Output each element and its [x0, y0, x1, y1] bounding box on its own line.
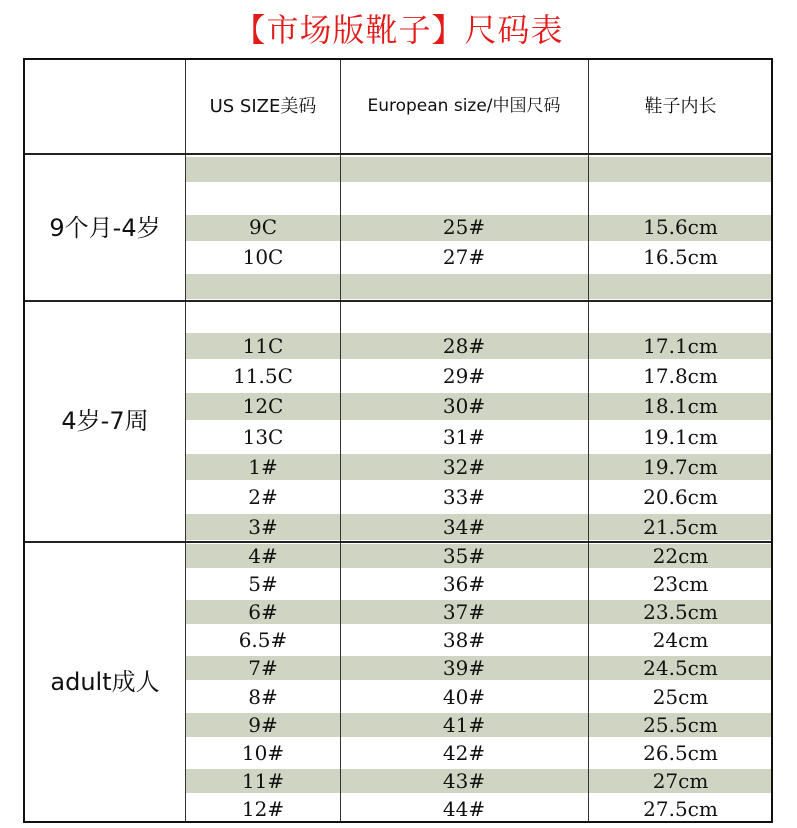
- us-size-cell: 6#: [248, 600, 278, 625]
- eu-size-cell: 37#: [442, 600, 486, 625]
- insole-length-cell: 21.5cm: [643, 514, 718, 539]
- eu-size-cell: 31#: [442, 424, 486, 449]
- group-divider: [25, 300, 771, 302]
- us-size-cell: 1#: [248, 454, 278, 479]
- us-size-cell: 9#: [248, 712, 278, 737]
- insole-length-cell: 17.1cm: [643, 334, 718, 359]
- eu-size-cell: 32#: [442, 454, 486, 479]
- eu-size-cell: 28#: [442, 334, 486, 359]
- page-title: 【市场版靴子】尺码表: [233, 11, 564, 49]
- eu-size-cell: 34#: [442, 514, 486, 539]
- eu-size-cell: 42#: [442, 740, 486, 765]
- group-divider: [25, 541, 771, 543]
- header-age: [25, 60, 185, 153]
- age-group-label: 9个月-4岁: [49, 214, 161, 242]
- us-size-cell: [186, 184, 340, 213]
- us-size-cell: 11C: [242, 334, 284, 359]
- insole-length-cell: 15.6cm: [643, 215, 718, 240]
- eu-size-cell: [340, 184, 588, 213]
- header-eu-size: European size/中国尺码: [367, 96, 561, 116]
- eu-size-cell: 27#: [442, 244, 486, 269]
- us-size-cell: [186, 301, 340, 331]
- eu-size-cell: 35#: [442, 544, 486, 568]
- eu-size-cell: 33#: [442, 484, 486, 509]
- us-size-cell: 2#: [248, 484, 278, 509]
- column-divider: [588, 60, 589, 821]
- insole-length-cell: 25.5cm: [643, 712, 718, 737]
- us-size-cell: 11#: [241, 768, 285, 793]
- insole-length-cell: [588, 155, 773, 184]
- insole-length-cell: 26.5cm: [643, 740, 718, 765]
- eu-size-cell: 43#: [442, 768, 486, 793]
- eu-size-cell: [340, 272, 588, 301]
- insole-length-cell: 27cm: [652, 768, 709, 793]
- eu-size-cell: 41#: [442, 712, 486, 737]
- insole-length-cell: 16.5cm: [643, 244, 718, 269]
- insole-length-cell: [588, 184, 773, 213]
- header-divider: [25, 153, 771, 155]
- column-divider: [185, 60, 186, 821]
- us-size-cell: 6.5#: [238, 628, 288, 653]
- us-size-cell: [186, 155, 340, 184]
- us-size-cell: 7#: [248, 656, 278, 681]
- us-size-cell: 12C: [242, 394, 284, 419]
- us-size-cell: [186, 272, 340, 301]
- eu-size-cell: 25#: [442, 215, 486, 240]
- eu-size-cell: 39#: [442, 656, 486, 681]
- insole-length-cell: 19.1cm: [643, 424, 718, 449]
- header-us-size: US SIZE美码: [209, 96, 317, 117]
- age-group-label: 4岁-7周: [61, 407, 149, 435]
- eu-size-cell: [340, 155, 588, 184]
- insole-length-cell: 23cm: [652, 572, 709, 597]
- insole-length-cell: 18.1cm: [643, 394, 718, 419]
- insole-length-cell: 20.6cm: [643, 484, 718, 509]
- us-size-cell: 10C: [242, 244, 284, 269]
- eu-size-cell: 44#: [442, 796, 486, 821]
- eu-size-cell: [340, 301, 588, 331]
- insole-length-cell: [588, 272, 773, 301]
- us-size-cell: 13C: [242, 424, 284, 449]
- eu-size-cell: 29#: [442, 364, 486, 389]
- us-size-cell: 12#: [241, 796, 285, 821]
- us-size-cell: 5#: [248, 572, 278, 597]
- us-size-cell: 4#: [248, 544, 278, 568]
- column-divider: [340, 60, 341, 821]
- us-size-cell: 11.5C: [233, 364, 293, 389]
- size-chart-table: [23, 58, 773, 823]
- eu-size-cell: 36#: [442, 572, 486, 597]
- insole-length-cell: 19.7cm: [643, 454, 718, 479]
- insole-length-cell: 23.5cm: [643, 600, 718, 625]
- insole-length-cell: 24.5cm: [643, 656, 718, 681]
- insole-length-cell: 17.8cm: [643, 364, 718, 389]
- eu-size-cell: 38#: [442, 628, 486, 653]
- insole-length-cell: [588, 301, 773, 331]
- insole-length-cell: 24cm: [652, 628, 709, 653]
- insole-length-cell: 22cm: [652, 544, 709, 568]
- eu-size-cell: 30#: [442, 394, 486, 419]
- eu-size-cell: 40#: [442, 684, 486, 709]
- us-size-cell: 3#: [248, 514, 278, 539]
- header-insole-length: 鞋子内长: [644, 96, 717, 117]
- insole-length-cell: 27.5cm: [643, 796, 718, 821]
- us-size-cell: 10#: [241, 740, 285, 765]
- insole-length-cell: 25cm: [652, 684, 709, 709]
- us-size-cell: 8#: [248, 684, 278, 709]
- age-group-label: adult成人: [50, 668, 160, 696]
- us-size-cell: 9C: [248, 215, 278, 240]
